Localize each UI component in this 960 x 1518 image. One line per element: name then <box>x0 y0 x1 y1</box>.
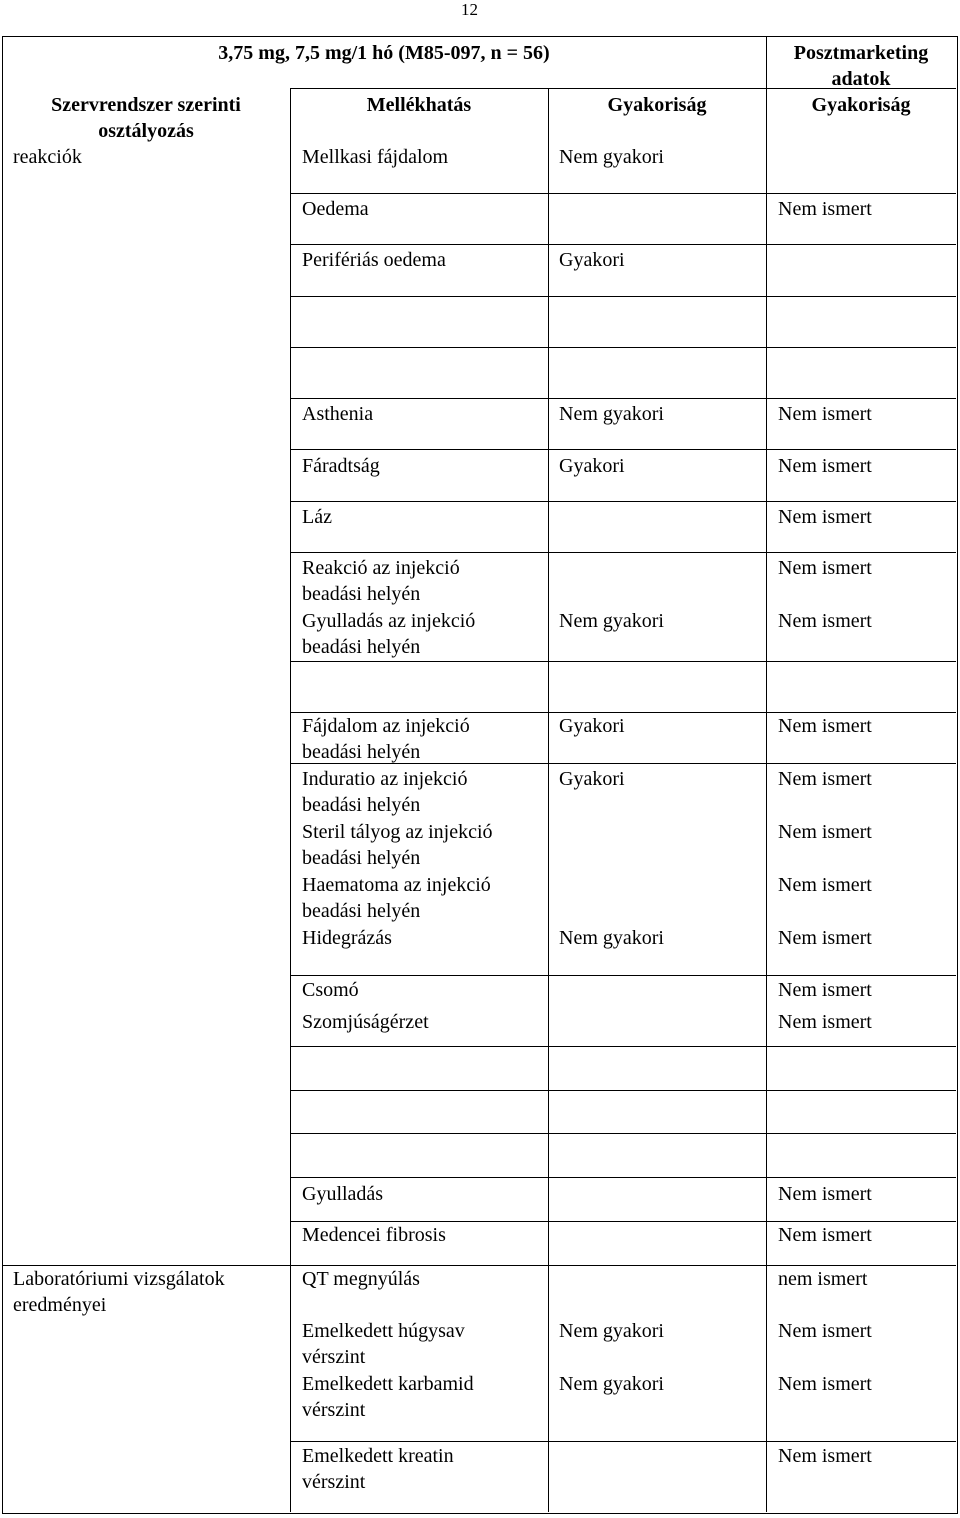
soc-header-line1: Szervrendszer szerinti <box>51 94 241 116</box>
reaction-cell-line2: beadási helyén <box>302 741 421 763</box>
grid-line <box>290 398 956 399</box>
reaction-cell: Csomó <box>302 979 359 1001</box>
reaction-cell: QT megnyúlás <box>302 1268 420 1290</box>
pm-frequency-cell: Nem ismert <box>778 979 872 1001</box>
pm-frequency-cell: Nem ismert <box>778 715 872 737</box>
adverse-reactions-table <box>2 36 958 1514</box>
pm-frequency-cell: Nem ismert <box>778 1445 872 1467</box>
reaction-cell-line2: beadási helyén <box>302 583 421 605</box>
pm-frequency-cell: Nem ismert <box>778 557 872 579</box>
pm-frequency-cell: Nem ismert <box>778 506 872 528</box>
postmarketing-header-line1: Posztmarketing <box>793 42 929 64</box>
reaction-cell-line1: Reakció az injekció <box>302 557 460 579</box>
pm-frequency-cell: Nem ismert <box>778 1011 872 1033</box>
reaction-cell-line2: beadási helyén <box>302 847 421 869</box>
reaction-cell: Láz <box>302 506 332 528</box>
soc-label: reakciók <box>13 146 82 168</box>
reaction-cell-line2: beadási helyén <box>302 636 421 658</box>
reaction-cell-line1: Steril tályog az injekció <box>302 821 493 843</box>
grid-line <box>290 1441 956 1442</box>
reaction-cell-line2: vérszint <box>302 1471 366 1493</box>
frequency-cell: Nem gyakori <box>559 927 664 949</box>
frequency-cell: Nem gyakori <box>559 1373 664 1395</box>
grid-line <box>290 88 291 1512</box>
pm-frequency-header: Gyakoriság <box>811 94 911 116</box>
reaction-cell: Perifériás oedema <box>302 249 446 271</box>
reaction-cell-line1: Emelkedett karbamid <box>302 1373 474 1395</box>
pm-frequency-cell: Nem ismert <box>778 1320 872 1342</box>
reaction-cell: Szomjúságérzet <box>302 1011 429 1033</box>
pm-frequency-cell: Nem ismert <box>778 1183 872 1205</box>
postmarketing-header-line2: adatok <box>831 68 891 90</box>
pm-frequency-cell: Nem ismert <box>778 455 872 477</box>
reaction-cell-line1: Induratio az injekció <box>302 768 468 790</box>
pm-frequency-cell: Nem ismert <box>778 1224 872 1246</box>
soc-header-line2: osztályozás <box>98 120 194 142</box>
frequency-cell: Gyakori <box>559 768 625 790</box>
reaction-cell: Fáradtság <box>302 455 380 477</box>
reaction-header: Mellékhatás <box>366 94 472 116</box>
pm-frequency-cell: Nem ismert <box>778 768 872 790</box>
reaction-cell: Mellkasi fájdalom <box>302 146 449 168</box>
pm-frequency-cell: Nem ismert <box>778 927 872 949</box>
reaction-cell: Asthenia <box>302 403 374 425</box>
grid-line <box>548 88 549 1512</box>
grid-line <box>766 36 767 1512</box>
grid-line <box>290 552 956 553</box>
pm-frequency-cell: Nem ismert <box>778 1373 872 1395</box>
frequency-cell: Gyakori <box>559 455 625 477</box>
reaction-cell-line1: Fájdalom az injekció <box>302 715 470 737</box>
grid-line <box>290 296 956 297</box>
frequency-cell: Gyakori <box>559 715 625 737</box>
reaction-cell-line1: Emelkedett kreatin <box>302 1445 454 1467</box>
pm-frequency-cell: Nem ismert <box>778 403 872 425</box>
grid-line <box>290 193 956 194</box>
grid-line <box>290 1090 956 1091</box>
reaction-cell-line1: Haematoma az injekció <box>302 874 491 896</box>
soc-label-line1: Laboratóriumi vizsgálatok <box>13 1268 225 1290</box>
reaction-cell-line2: beadási helyén <box>302 794 421 816</box>
frequency-header: Gyakoriság <box>607 94 707 116</box>
grid-line <box>290 449 956 450</box>
reaction-cell-line2: vérszint <box>302 1346 366 1368</box>
frequency-cell: Nem gyakori <box>559 403 664 425</box>
reaction-cell: Medencei fibrosis <box>302 1224 446 1246</box>
pm-frequency-cell: Nem ismert <box>778 874 872 896</box>
pm-frequency-cell: Nem ismert <box>778 821 872 843</box>
grid-line <box>290 244 956 245</box>
grid-line <box>290 661 956 662</box>
group-header: 3,75 mg, 7,5 mg/1 hó (M85-097, n = 56) <box>218 42 550 64</box>
grid-line <box>290 1177 956 1178</box>
reaction-cell-line1: Emelkedett húgysav <box>302 1320 465 1342</box>
frequency-cell: Nem gyakori <box>559 146 664 168</box>
grid-line <box>290 1046 956 1047</box>
grid-line <box>290 975 956 976</box>
reaction-cell: Hidegrázás <box>302 927 392 949</box>
grid-line <box>290 347 956 348</box>
reaction-cell-line2: beadási helyén <box>302 900 421 922</box>
frequency-cell: Nem gyakori <box>559 610 664 632</box>
reaction-cell: Gyulladás <box>302 1183 384 1205</box>
frequency-cell: Nem gyakori <box>559 1320 664 1342</box>
pm-frequency-cell: Nem ismert <box>778 198 872 220</box>
reaction-cell: Oedema <box>302 198 369 220</box>
grid-line <box>290 501 956 502</box>
frequency-cell: Gyakori <box>559 249 625 271</box>
pm-frequency-cell: nem ismert <box>778 1268 868 1290</box>
pm-frequency-cell: Nem ismert <box>778 610 872 632</box>
reaction-cell-line2: vérszint <box>302 1399 366 1421</box>
reaction-cell-line1: Gyulladás az injekció <box>302 610 476 632</box>
page-number: 12 <box>461 0 478 19</box>
soc-label-line2: eredményei <box>13 1294 107 1316</box>
grid-line <box>290 1133 956 1134</box>
